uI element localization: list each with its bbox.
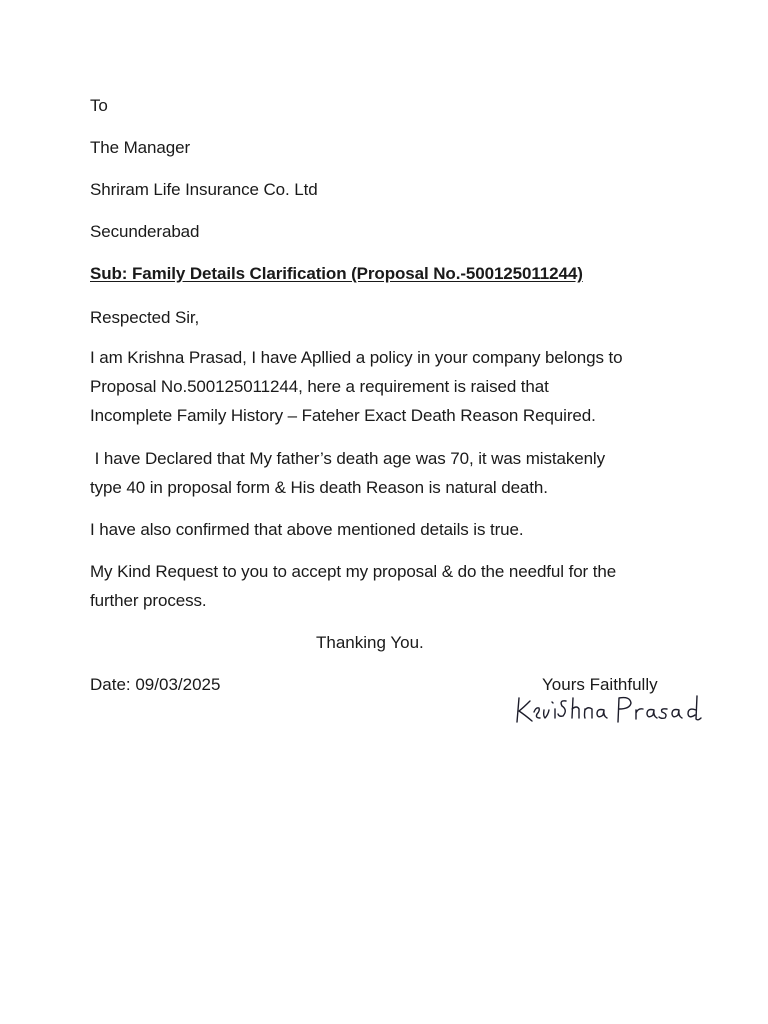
paragraph-1-line-1: I am Krishna Prasad, I have Apllied a policy in your company belongs to bbox=[90, 348, 623, 367]
letter-date: Date: 09/03/2025 bbox=[90, 675, 221, 694]
paragraph-1-line-3: Incomplete Family History – Fateher Exact Death Reason Required. bbox=[90, 406, 596, 425]
letter-closing: Yours Faithfully bbox=[542, 675, 658, 694]
letter-salutation: Respected Sir, bbox=[90, 308, 200, 327]
paragraph-2-line-1: I have Declared that My father’s death age was 70, it was mistakenly bbox=[90, 449, 606, 468]
handwritten-signature bbox=[506, 688, 706, 730]
letter-recipient: The Manager bbox=[90, 138, 191, 157]
letter-paragraph-1 bbox=[90, 343, 690, 430]
letter-paragraph-2 bbox=[90, 444, 690, 502]
letter-paragraph-3: I have also confirmed that above mentioned details is true. bbox=[90, 520, 524, 539]
letter-subject: Sub: Family Details Clarification (Proposal No.-500125011244) bbox=[90, 264, 583, 283]
paragraph-4-line-1: My Kind Request to you to accept my proposal & do the needful for the bbox=[90, 562, 617, 581]
letter-thanks: Thanking You. bbox=[316, 633, 424, 652]
letter-company: Shriram Life Insurance Co. Ltd bbox=[90, 180, 318, 199]
paragraph-1-line-2: Proposal No.500125011244, here a requirement is raised that bbox=[90, 377, 549, 396]
paragraph-4-line-2: further process. bbox=[90, 591, 207, 610]
paragraph-2-line-2: type 40 in proposal form & His death Reason is natural death. bbox=[90, 478, 548, 497]
letter-paragraph-4 bbox=[90, 557, 690, 615]
letter-to: To bbox=[90, 96, 108, 115]
letter-city: Secunderabad bbox=[90, 222, 200, 241]
